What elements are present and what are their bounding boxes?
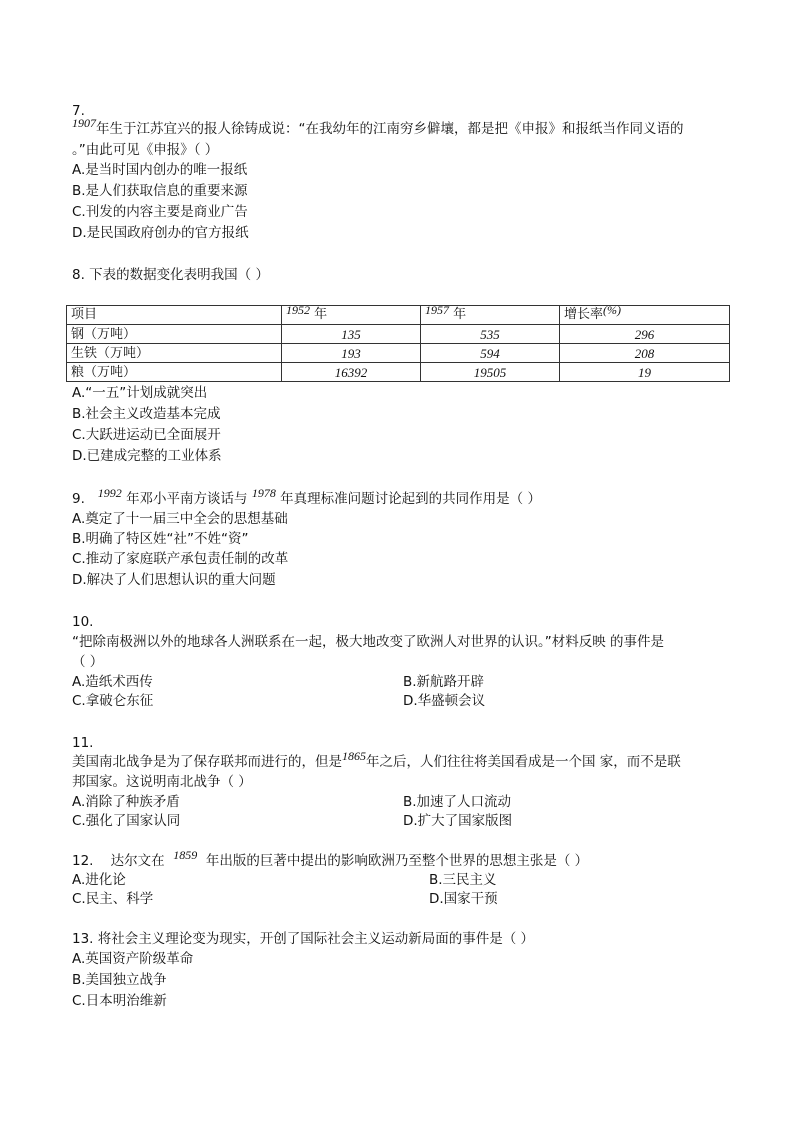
q11-number: 11.	[72, 735, 94, 751]
table-cell: 135	[282, 325, 421, 344]
q9-stem: 9. 1992 年邓小平南方谈话与 1978 年真理标准问题讨论起到的共同作用是（ ）	[72, 486, 541, 507]
q12-option-b[interactable]: B.三民主义	[429, 872, 497, 888]
q10-option-b[interactable]: B.新航路开辟	[403, 674, 485, 690]
table-cell: 生铁（万吨）	[67, 344, 282, 363]
table-row	[67, 344, 730, 363]
q8-option-b[interactable]: B.社会主义改造基本完成	[72, 406, 221, 422]
q10-number: 10.	[72, 614, 94, 630]
q12-option-a[interactable]: A.进化论	[72, 872, 126, 888]
q13-option-b[interactable]: B.美国独立战争	[72, 972, 167, 988]
q13-stem: 13. 将社会主义理论变为现实，开创了国际社会主义运动新局面的事件是（ ）	[72, 931, 535, 947]
q9-year1: 1992	[97, 486, 122, 500]
table-header-1952: 1952 年	[282, 306, 421, 325]
q7-option-b[interactable]: B.是人们获取信息的重要来源	[72, 183, 248, 199]
q8-option-d[interactable]: D.已建成完整的工业体系	[72, 448, 222, 464]
q7-year: 1907	[72, 116, 96, 130]
q7-stem-line1	[72, 116, 684, 138]
q11-option-b[interactable]: B.加速了人口流动	[403, 794, 512, 810]
q9-option-b[interactable]: B.明确了特区姓“社”不姓“资”	[72, 531, 249, 547]
table-cell: 19	[560, 363, 730, 382]
q9-option-d[interactable]: D.解决了人们思想认识的重大问题	[72, 572, 276, 588]
table-cell: 208	[560, 344, 730, 363]
q12-number: 12.	[72, 853, 94, 869]
table-cell: 19505	[421, 363, 560, 382]
q8-stem: 8. 下表的数据变化表明我国（ ）	[72, 267, 269, 283]
q11-stem-line1: 美国南北战争是为了保存联邦而进行的，但是1865年之后，人们往往将美国看成是一个国 家，而不是联	[72, 749, 681, 770]
table-cell: 535	[421, 325, 560, 344]
q12-option-c[interactable]: C.民主、科学	[72, 891, 154, 907]
q11-option-a[interactable]: A.消除了种族矛盾	[72, 794, 180, 810]
q7-option-c[interactable]: C.刊发的内容主要是商业广告	[72, 204, 248, 220]
q10-option-a[interactable]: A.造纸术西传	[72, 674, 153, 690]
q11-year: 1865	[342, 749, 366, 763]
table-header-1957: 1957 年	[421, 306, 560, 325]
q9-option-c[interactable]: C.推动了家庭联产承包责任制的改革	[72, 551, 289, 567]
q8-data-table	[66, 305, 730, 382]
table-header-item: 项目	[67, 306, 282, 325]
q11-option-c[interactable]: C.强化了国家认同	[72, 813, 181, 829]
q8-option-a[interactable]: A.“一五”计划成就突出	[72, 385, 208, 401]
q11-stem-line2: 邦国家。这说明南北战争（ ）	[72, 774, 252, 790]
q7-stem-text: 年生于江苏宜兴的报人徐铸成说：“在我幼年的江南穷乡僻壤，都是把《申报》和报纸当作同义语的	[96, 121, 684, 137]
q9-year2: 1978	[251, 486, 276, 500]
q10-stem-line1: “把除南极洲以外的地球各人洲联系在一起，极大地改变了欧洲人对世界的认识。”材料反映 的事件是	[72, 634, 665, 650]
q9-number: 9.	[72, 491, 85, 507]
q13-option-a[interactable]: A.英国资产阶级革命	[72, 951, 194, 967]
q7-stem-line2: 。”由此可见《申报》（ ）	[72, 142, 219, 158]
q10-option-d[interactable]: D.华盛顿会议	[403, 693, 486, 709]
q11-option-d[interactable]: D.扩大了国家版图	[403, 813, 513, 829]
table-cell: 粮（万吨）	[67, 363, 282, 382]
q8-option-c[interactable]: C.大跃进运动已全面展开	[72, 427, 221, 443]
table-header-row	[67, 306, 730, 325]
q12-year: 1859	[173, 848, 198, 862]
q9-option-a[interactable]: A.奠定了十一届三中全会的思想基础	[72, 511, 288, 527]
table-row	[67, 325, 730, 344]
table-cell: 193	[282, 344, 421, 363]
q13-option-c[interactable]: C.日本明治维新	[72, 993, 167, 1009]
q10-option-c[interactable]: C.拿破仑东征	[72, 693, 154, 709]
table-header-growth: 增长率(%)	[560, 306, 730, 325]
table-cell: 钢（万吨）	[67, 325, 282, 344]
q7-option-d[interactable]: D.是民国政府创办的官方报纸	[72, 225, 249, 241]
table-cell: 594	[421, 344, 560, 363]
q12-option-d[interactable]: D.国家干预	[429, 891, 498, 907]
q7-number: 7.	[72, 103, 85, 119]
q7-option-a[interactable]: A.是当时国内创办的唯一报纸	[72, 162, 248, 178]
table-cell: 16392	[282, 363, 421, 382]
table-cell: 296	[560, 325, 730, 344]
q12-stem: 12. 达尔文在 1859 年出版的巨著中提出的影响欧洲乃至整个世界的思想主张是（ ）	[72, 848, 589, 869]
q10-stem-line2: （ ）	[72, 654, 104, 670]
table-row	[67, 363, 730, 382]
